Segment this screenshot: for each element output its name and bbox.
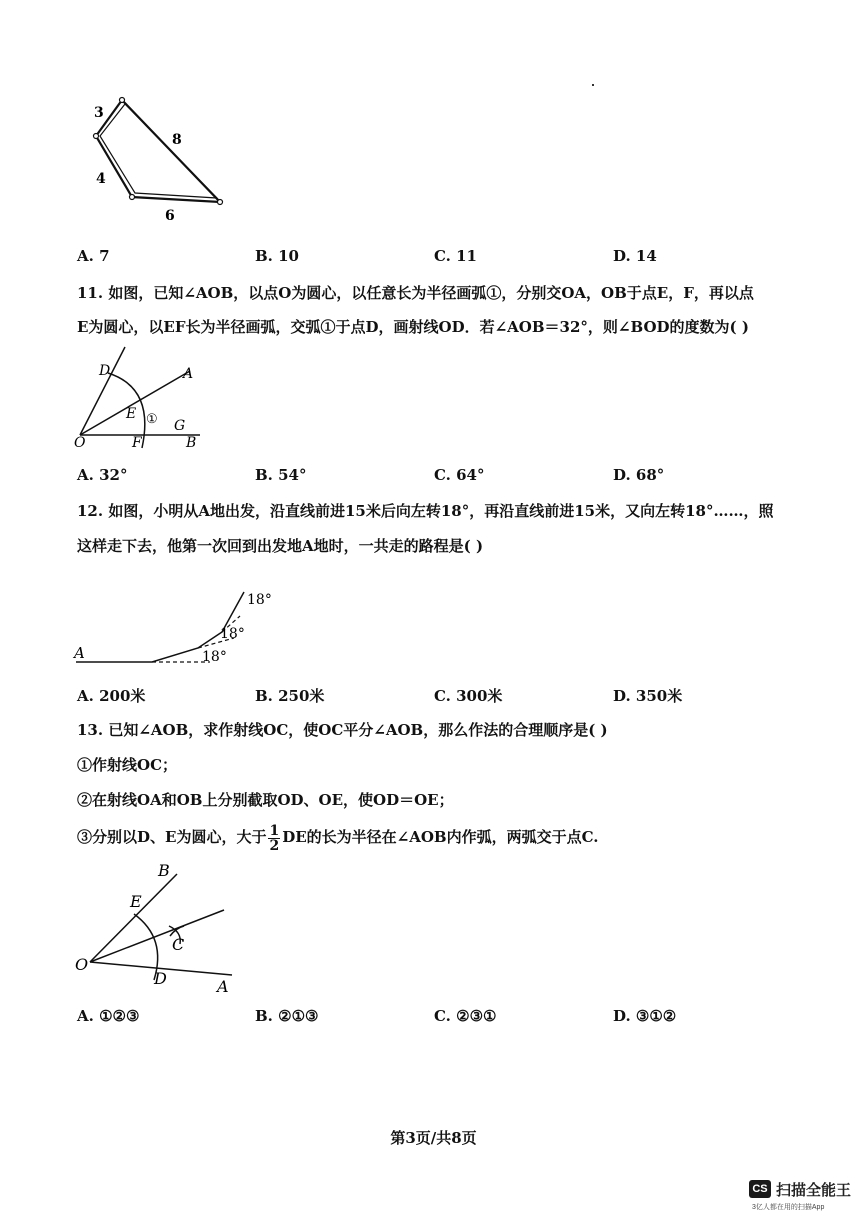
camscanner-logo: CS — [749, 1180, 771, 1198]
q13-option-c[interactable]: C. ②③① — [434, 1007, 497, 1025]
q13-step1: ①作射线OC； — [77, 756, 178, 774]
q13-option-d[interactable]: D. ③①② — [613, 1007, 677, 1025]
q12-label-18-top: 18° — [247, 592, 272, 608]
q12-figure — [70, 580, 280, 670]
q11-label-o: O — [74, 435, 86, 451]
q12-option-b[interactable]: B. 250米 — [255, 687, 325, 705]
q10-option-a[interactable]: A. 7 — [77, 247, 110, 265]
page-number: 第3页/共8页 — [390, 1129, 477, 1147]
q11-text-line2: E为圆心，以EF长为半径画弧，交弧①于点D，画射线OD．若∠AOB＝32°，则∠BOD的度数为( ) — [77, 318, 749, 336]
q10-label-6: 6 — [165, 208, 175, 224]
q13-step3 — [77, 823, 599, 853]
q13-text-line1: 13. 已知∠AOB，求作射线OC，使OC平分∠AOB，那么作法的合理顺序是( ) — [77, 721, 608, 739]
q11-option-c[interactable]: C. 64° — [434, 466, 485, 484]
q10-label-3: 3 — [94, 105, 104, 121]
q13-figure — [72, 858, 242, 998]
q13-step3-pre: ③分别以D、E为圆心，大于 — [77, 828, 267, 846]
q13-step3-post: DE的长为半径在∠AOB内作弧，两弧交于点C. — [282, 828, 599, 846]
q11-option-a[interactable]: A. 32° — [77, 466, 128, 484]
q12-label-18-middle: 18° — [220, 626, 245, 642]
q13-fraction-numerator: 1 — [269, 822, 280, 839]
q13-option-a[interactable]: A. ①②③ — [77, 1007, 140, 1025]
q13-label-b: B — [158, 861, 170, 880]
q11-option-b[interactable]: B. 54° — [255, 466, 307, 484]
camscanner-tagline: 3亿人都在用的扫描App — [752, 1204, 825, 1211]
q11-text-line1: 11. 如图，已知∠AOB，以点O为圆心，以任意长为半径画弧①，分别交OA，OB于点E，F，再以点 — [77, 284, 754, 302]
camscanner-name: 扫描全能王 — [776, 1182, 852, 1199]
q10-option-d[interactable]: D. 14 — [613, 247, 657, 265]
q12-option-d[interactable]: D. 350米 — [613, 687, 683, 705]
q10-option-c[interactable]: C. 11 — [434, 247, 477, 265]
q13-label-c: C — [172, 935, 185, 954]
q12-option-a[interactable]: A. 200米 — [77, 687, 146, 705]
q10-label-8: 8 — [172, 132, 182, 148]
q13-label-d: D — [154, 969, 167, 988]
q11-label-a: A — [183, 366, 194, 382]
q10-label-4: 4 — [96, 171, 106, 187]
q13-fraction-half — [268, 824, 280, 853]
q11-label-arc1: ① — [146, 412, 158, 427]
q13-option-b[interactable]: B. ②①③ — [255, 1007, 319, 1025]
q10-figure — [80, 90, 240, 225]
q12-text-line1: 12. 如图，小明从A地出发，沿直线前进15米后向左转18°，再沿直线前进15米，又向左转18°……，照 — [77, 502, 774, 520]
q10-option-b[interactable]: B. 10 — [255, 247, 299, 265]
q11-label-f: F — [132, 435, 142, 451]
q11-option-d[interactable]: D. 68° — [613, 466, 665, 484]
q13-fraction-denominator: 2 — [269, 837, 280, 854]
q12-label-18-bottom: 18° — [202, 649, 227, 665]
q11-label-e: E — [126, 406, 137, 422]
q11-figure — [70, 343, 210, 455]
q11-label-b: B — [186, 435, 197, 451]
stray-dot — [592, 84, 594, 86]
q13-step2: ②在射线OA和OB上分别截取OD、OE，使OD＝OE； — [77, 791, 454, 809]
q11-label-g: G — [174, 418, 186, 434]
q13-label-a: A — [217, 977, 229, 996]
q12-label-a: A — [74, 644, 85, 662]
q12-option-c[interactable]: C. 300米 — [434, 687, 503, 705]
q13-label-e: E — [130, 892, 142, 911]
q12-text-line2: 这样走下去，他第一次回到出发地A地时，一共走的路程是( ) — [77, 537, 484, 555]
q13-label-o: O — [75, 955, 89, 974]
q11-label-d: D — [99, 363, 111, 379]
